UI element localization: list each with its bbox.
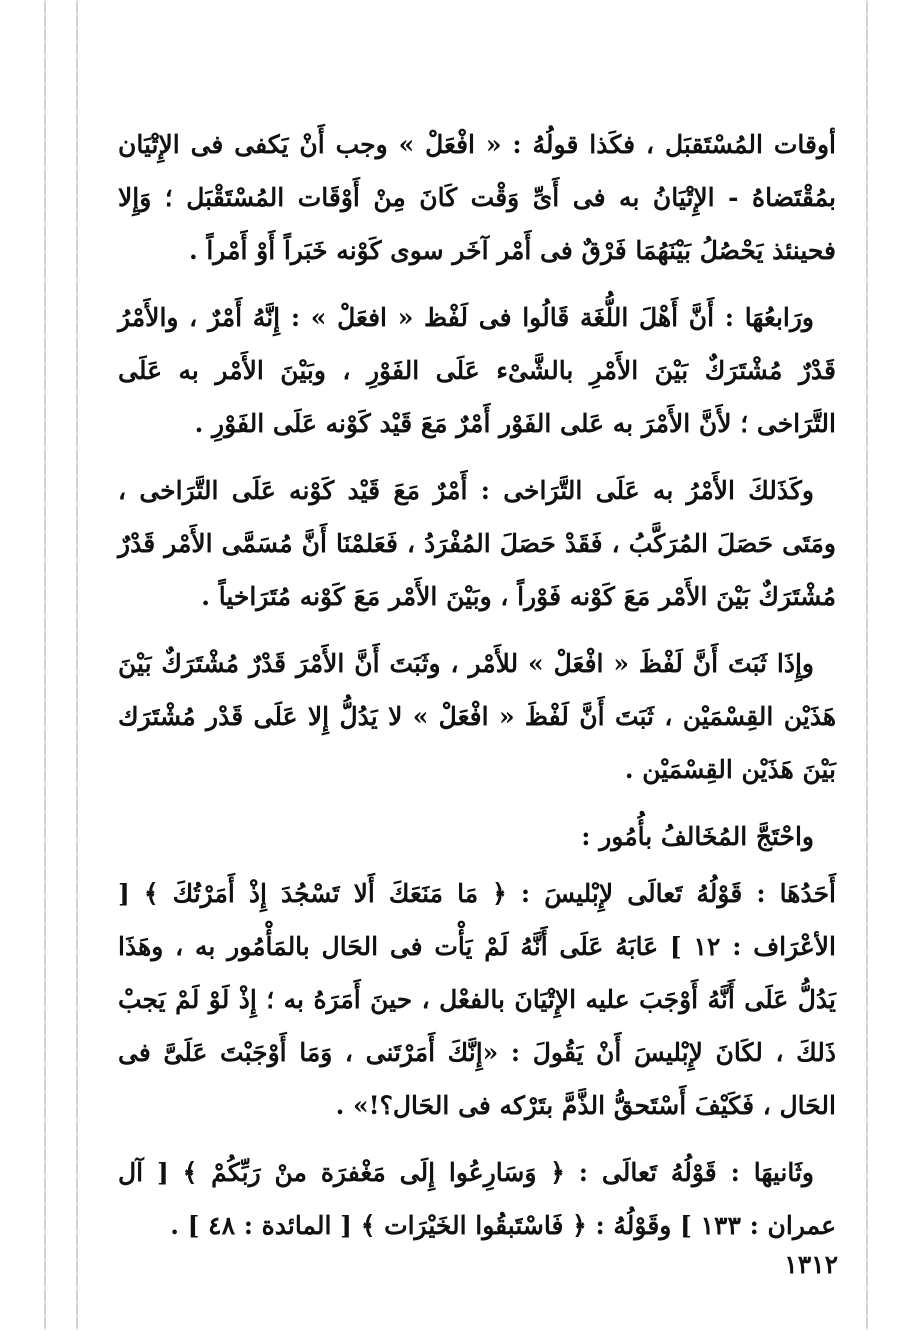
- paragraph-2: ورَابعُهَا : أَنَّ أَهْلَ اللُّغَة قَالُوا فى لَفْظ « افعَلْ » : إِنَّهُ أَمْرٌ ، والأَمْرُ قَدْرٌ مُشْتَرَكٌ بَيْنَ الأَمْرِ بالشَّىْء عَلَى الفَوْرِ ، وبَيْنَ الأَمْر به عَلَى التَّرَاخى ؛ لأَنَّ الأَمْرَ به عَلى الفَوْر أَمْرٌ مَعَ قَيْد كَوْنه عَلَى الفَوْرِ .: [118, 303, 836, 438]
- paragraph-1: أوقات المُسْتَقبَل ، فكَذا قولُهُ : « افْعَلْ » وجب أَنْ يَكفى فى الإِتْيَان بمُقْتَضاهُ - الإِتْيَانُ به فى أَىِّ وَقْت كَانَ مِنْ أَوْقَات المُسْتَقْبَل ؛ وَإِلا فحينئذ يَحْصُلُ بَيْنَهُمَا فَرْقٌ فى أَمْر آخَر سوى كَوْنه خَبَراً أَوْ أَمْراً .: [118, 130, 836, 265]
- page-number: ١٣١٢: [784, 1250, 838, 1279]
- margin-dots-right: [866, 0, 868, 1330]
- page-body: [118, 118, 836, 1266]
- paragraph-3: وكَذَلكَ الأَمْرُ به عَلَى التَّرَاخى : أَمْرٌ مَعَ قَيْد كَوْنه عَلَى التَّرَاخى ، ومَتَى حَصَلَ المُرَكَّبُ ، فَقَدْ حَصَلَ المُفْرَدُ ، فَعَلمْنَا أَنَّ مُسَمَّى الأَمْر قَدْرٌ مُشْتَرَكٌ بَيْنَ الأَمْر مَعَ كَوْنه فَوْراً ، وبَيْنَ الأَمْر مَعَ كَوْنه مُتَرَاخياً .: [118, 476, 836, 611]
- paragraph-6: أَحَدُهَا : قَوْلُهُ تَعالَى لإِبْليسَ : ﴿ مَا مَنَعَكَ أَلا تَسْجُدَ إِذْ أَمَرْتُكَ ﴾ [ الأعْرَاف : ١٢ ] عَابَهُ عَلَى أَنَّهُ لَمْ يَأْت فى الحَال بالمَأْمُور به ، وهَذَا يَدُلُّ عَلَى أَنَّهُ أَوْجَبَ عليه الإِتْيَانَ بالفعْل ، حينَ أَمَرَهُ به ؛ إِذْ لَوْ لَمْ يَجبْ ذَلكَ ، لكَانَ لإِبْليسَ أَنْ يَقُولَ : «إِنَّكَ أَمَرْتَنى ، وَمَا أَوْجَبْتَ عَلَىَّ فى الحَال ، فَكَيْفَ أَسْتَحقُّ الذَّمَّ بتَرْكه فى الحَال؟!» .: [118, 879, 836, 1120]
- paragraph-7: وثَانيهَا : قَوْلُهُ تَعالَى : ﴿ وَسَارِعُوا إِلَى مَغْفرَة منْ رَبِّكُمْ ﴾ [ آل عمران : ١٣٣ ] وقَوْلُهُ : ﴿ فَاسْتَبقُوا الخَيْرَات ﴾ [ المائدة : ٤٨ ] .: [118, 1158, 836, 1240]
- paragraph-5: واحْتَجَّ المُخَالفُ بأُمُور :: [581, 822, 814, 851]
- paragraph-4: وإِذَا ثَبَتَ أَنَّ لَفْظَ « افْعَلْ » للأَمْر ، وثَبَتَ أَنَّ الأَمْرَ قَدْرٌ مُشْتَرَكٌ بَيْنَ هَذَيْن القِسْمَيْن ، ثَبَتَ أَنَّ لَفْظَ « افْعَلْ » لا يَدُلُّ إِلا عَلَى قَدْر مُشْتَرَك بَيْنَ هَذَيْن القِسْمَيْن .: [118, 649, 836, 784]
- margin-dots-left-inner: [76, 0, 78, 1330]
- margin-dots-left: [44, 0, 46, 1330]
